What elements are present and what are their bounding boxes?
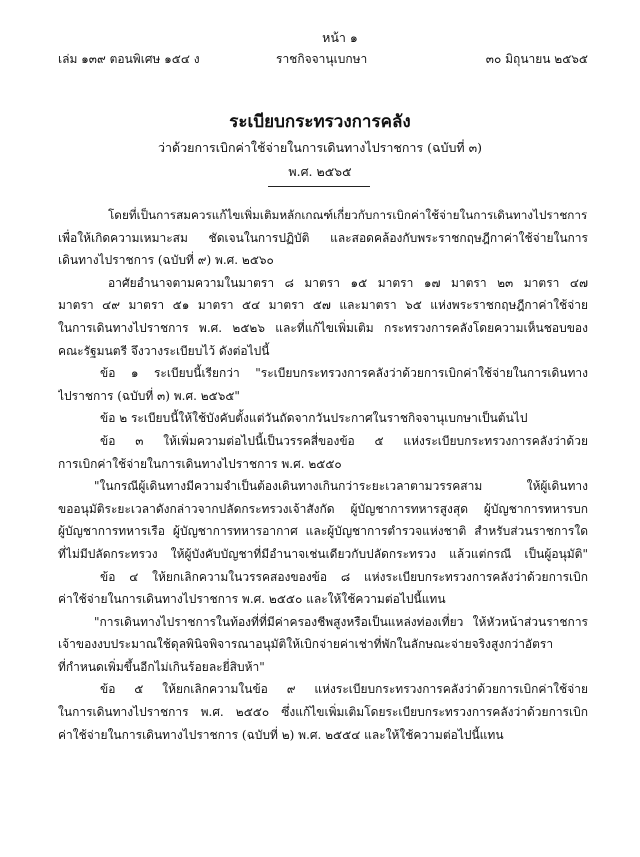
body-line: ในการเดินทางไปราชการ พ.ศ. ๒๕๒๖ และที่แก้ไขเพิ่มเติม กระทรวงการคลังโดยความเห็นชอบของ [58, 320, 588, 335]
body-line: ขออนุมัติระยะเวลาดังกล่าวจากปลัดกระทรวงเจ้าสังกัด ผู้บัญชาการทหารสูงสุด ผู้บัญชาการทหารบก [58, 501, 588, 516]
body-line: ที่กำหนดเพิ่มขึ้นอีกไม่เกินร้อยละยี่สิบห้า" [58, 659, 265, 674]
body-line: ค่าใช้จ่ายในการเดินทางไปราชการ (ฉบับที่ ๒) พ.ศ. ๒๕๕๔ และให้ใช้ความต่อไปนี้แทน [58, 727, 504, 742]
gazette-name: ราชกิจจานุเบกษา [276, 52, 368, 66]
body-line: ข้อ ๓ ให้เพิ่มความต่อไปนี้เป็นวรรคสี่ของข้อ ๕ แห่งระเบียบกระทรวงการคลังว่าด้วย [100, 433, 588, 448]
document-title: ระเบียบกระทรวงการคลัง [229, 112, 411, 132]
body-line: ผู้บัญชาการทหารเรือ ผู้บัญชาการทหารอากาศ และผู้บัญชาการตำรวจแห่งชาติ สำหรับส่วนราชการใด [58, 524, 588, 539]
volume-info: เล่ม ๑๓๙ ตอนพิเศษ ๑๕๔ ง [58, 52, 200, 66]
body-line: โดยที่เป็นการสมควรแก้ไขเพิ่มเติมหลักเกณฑ์เกี่ยวกับการเบิกค่าใช้จ่ายในการเดินทางไปราชการ [108, 208, 588, 222]
body-line: ที่ไม่มีปลัดกระทรวง ให้ผู้บังคับบัญชาที่มีอำนาจเช่นเดียวกับปลัดกระทรวง แล้วแต่กรณี เป็นผู้อนุมัติ" [58, 546, 588, 561]
body-line: เจ้าของงบประมาณใช้ดุลพินิจพิจารณาอนุมัติให้เบิกจ่ายค่าเช่าที่พักในลักษณะจ่ายจริงสูงกว่าอัตรา [58, 637, 554, 652]
document-subtitle: ว่าด้วยการเบิกค่าใช้จ่ายในการเดินทางไปราชการ (ฉบับที่ ๓) [157, 140, 483, 155]
body-line: การเบิกค่าใช้จ่ายในการเดินทางไปราชการ พ.ศ. ๒๕๕๐ [58, 456, 342, 471]
document-year: พ.ศ. ๒๕๖๕ [288, 164, 352, 179]
body-line: ในการเดินทางไปราชการ พ.ศ. ๒๕๕๐ ซึ่งแก้ไขเพิ่มเติมโดยระเบียบกระทรวงการคลังว่าด้วยการเบิก [58, 705, 588, 720]
body-line: มาตรา ๔๙ มาตรา ๕๑ มาตรา ๕๔ มาตรา ๕๗ และมาตรา ๖๕ แห่งพระราชกฤษฎีกาค่าใช้จ่าย [58, 298, 588, 313]
body-line: ข้อ ๕ ให้ยกเลิกความในข้อ ๙ แห่งระเบียบกระทรวงการคลังว่าด้วยการเบิกค่าใช้จ่าย [100, 682, 588, 697]
gazette-header [58, 50, 588, 68]
body-line: ไปราชการ (ฉบับที่ ๓) พ.ศ. ๒๕๖๕" [58, 388, 240, 403]
body-line: "ในกรณีผู้เดินทางมีความจำเป็นต้องเดินทางเกินกว่าระยะเวลาตามวรรคสาม ให้ผู้เดินทาง [94, 479, 588, 494]
body-line: "การเดินทางไปราชการในท้องที่ที่มีค่าครองชีพสูงหรือเป็นแหล่งท่องเที่ยว ให้หัวหน้าส่วนราชการ [94, 614, 588, 629]
document-body [58, 204, 588, 746]
page-number: หน้า ๑ [322, 30, 358, 45]
body-line: อาศัยอำนาจตามความในมาตรา ๘ มาตรา ๑๕ มาตรา ๑๗ มาตรา ๒๓ มาตรา ๔๗ [108, 275, 588, 290]
body-line: ข้อ ๔ ให้ยกเลิกความในวรรคสองของข้อ ๘ แห่งระเบียบกระทรวงการคลังว่าด้วยการเบิก [100, 569, 588, 584]
body-line: คณะรัฐมนตรี จึงวางระเบียบไว้ ดังต่อไปนี้ [58, 343, 270, 358]
title-divider [268, 186, 370, 187]
publication-date: ๓๐ มิถุนายน ๒๕๖๕ [485, 52, 588, 66]
body-line: เพื่อให้เกิดความเหมาะสม ชัดเจนในการปฏิบัติ และสอดคล้องกับพระราชกฤษฎีกาค่าใช้จ่ายในการ [58, 230, 588, 245]
body-line: เดินทางไปราชการ (ฉบับที่ ๙) พ.ศ. ๒๕๖๐ [58, 253, 274, 268]
body-line: ข้อ ๑ ระเบียบนี้เรียกว่า "ระเบียบกระทรวงการคลังว่าด้วยการเบิกค่าใช้จ่ายในการเดินทาง [100, 366, 588, 381]
body-line: ข้อ ๒ ระเบียบนี้ให้ใช้บังคับตั้งแต่วันถัดจากวันประกาศในราชกิจจานุเบกษาเป็นต้นไป [100, 411, 528, 426]
body-line: ค่าใช้จ่ายในการเดินทางไปราชการ พ.ศ. ๒๕๕๐ และให้ใช้ความต่อไปนี้แทน [58, 592, 446, 607]
